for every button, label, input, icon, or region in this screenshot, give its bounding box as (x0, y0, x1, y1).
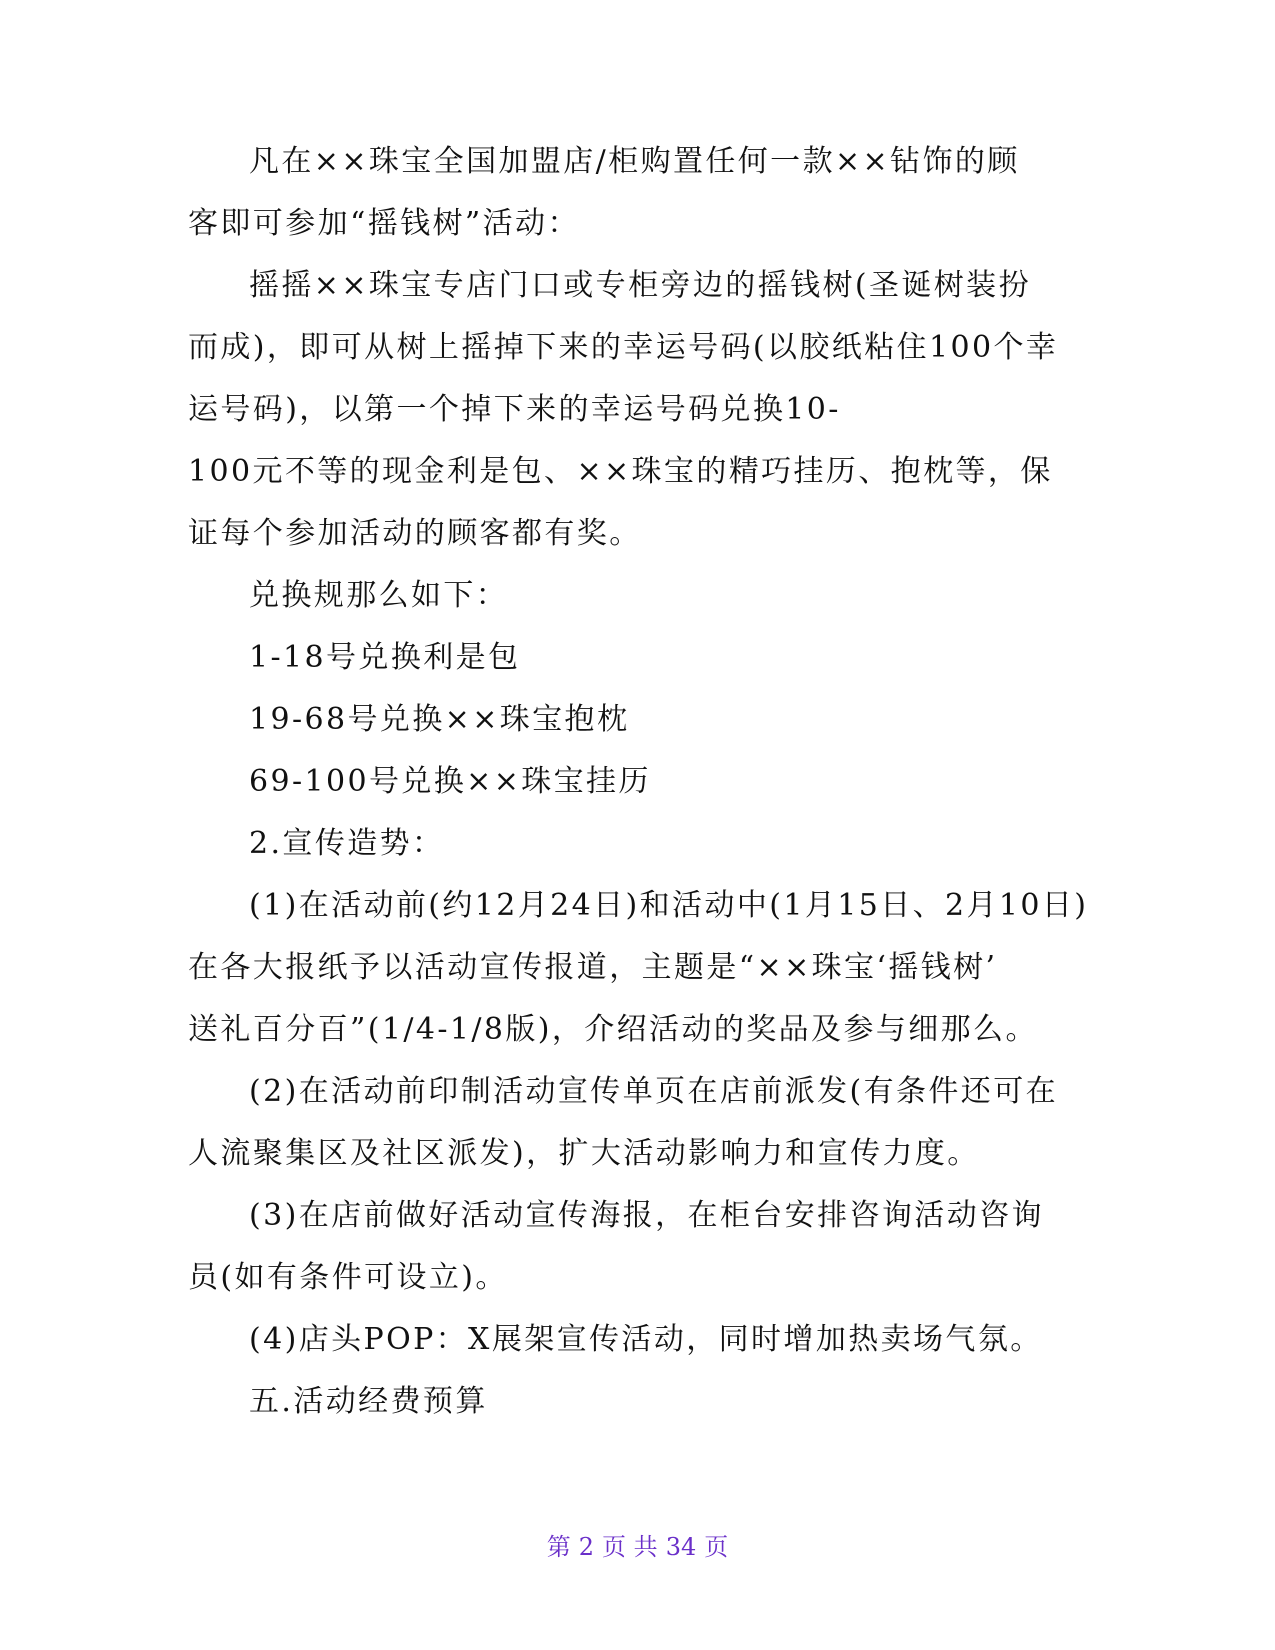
list-item: 19-68号兑换××珠宝抱枕 (249, 702, 630, 737)
paragraph-line: 员(如有条件可设立)。 (188, 1260, 508, 1295)
footer-total-pages: 34 (665, 1533, 697, 1561)
list-item: 1-18号兑换利是包 (249, 640, 521, 675)
paragraph-line: 100元不等的现金利是包、××珠宝的精巧挂历、抱枕等，保 (188, 454, 1053, 489)
footer-page-number: 2 (578, 1533, 595, 1561)
paragraph-line: 而成)，即可从树上摇掉下来的幸运号码(以胶纸粘住100个幸 (188, 330, 1059, 365)
list-item: 69-100号兑换××珠宝挂历 (249, 764, 651, 799)
section-heading: 五.活动经费预算 (249, 1384, 488, 1419)
paragraph-line: 证每个参加活动的顾客都有奖。 (188, 516, 642, 551)
paragraph-line: (1)在活动前(约12月24日)和活动中(1月15日、2月10日) (249, 888, 1089, 923)
page-footer (0, 1532, 1275, 1562)
footer-prefix: 第 (546, 1533, 571, 1561)
paragraph-line: 在各大报纸予以活动宣传报道，主题是“××珠宝‘摇钱树’ (188, 950, 998, 985)
paragraph-line: 运号码)，以第一个掉下来的幸运号码兑换10- (188, 392, 841, 427)
paragraph-line: 凡在××珠宝全国加盟店/柜购置任何一款××钻饰的顾 (249, 144, 1020, 179)
paragraph-line: (3)在店前做好活动宣传海报，在柜台安排咨询活动咨询 (249, 1198, 1044, 1233)
paragraph-line: 客即可参加“摇钱树”活动： (188, 206, 580, 241)
paragraph-line: 送礼百分百”(1/4-1/8版)，介绍活动的奖品及参与细那么。 (188, 1012, 1038, 1047)
footer-suffix: 页 (704, 1533, 729, 1561)
paragraph-line: 兑换规那么如下： (249, 578, 509, 613)
paragraph-line: (2)在活动前印制活动宣传单页在店前派发(有条件还可在 (249, 1074, 1058, 1109)
footer-middle: 页 共 (602, 1533, 658, 1561)
section-heading: 2.宣传造势： (249, 826, 445, 861)
paragraph-line: 摇摇××珠宝专店门口或专柜旁边的摇钱树(圣诞树装扮 (249, 268, 1031, 303)
paragraph-line: (4)店头POP：X展架宣传活动，同时增加热卖场气氛。 (249, 1322, 1043, 1357)
paragraph-line: 人流聚集区及社区派发)，扩大活动影响力和宣传力度。 (188, 1136, 980, 1171)
